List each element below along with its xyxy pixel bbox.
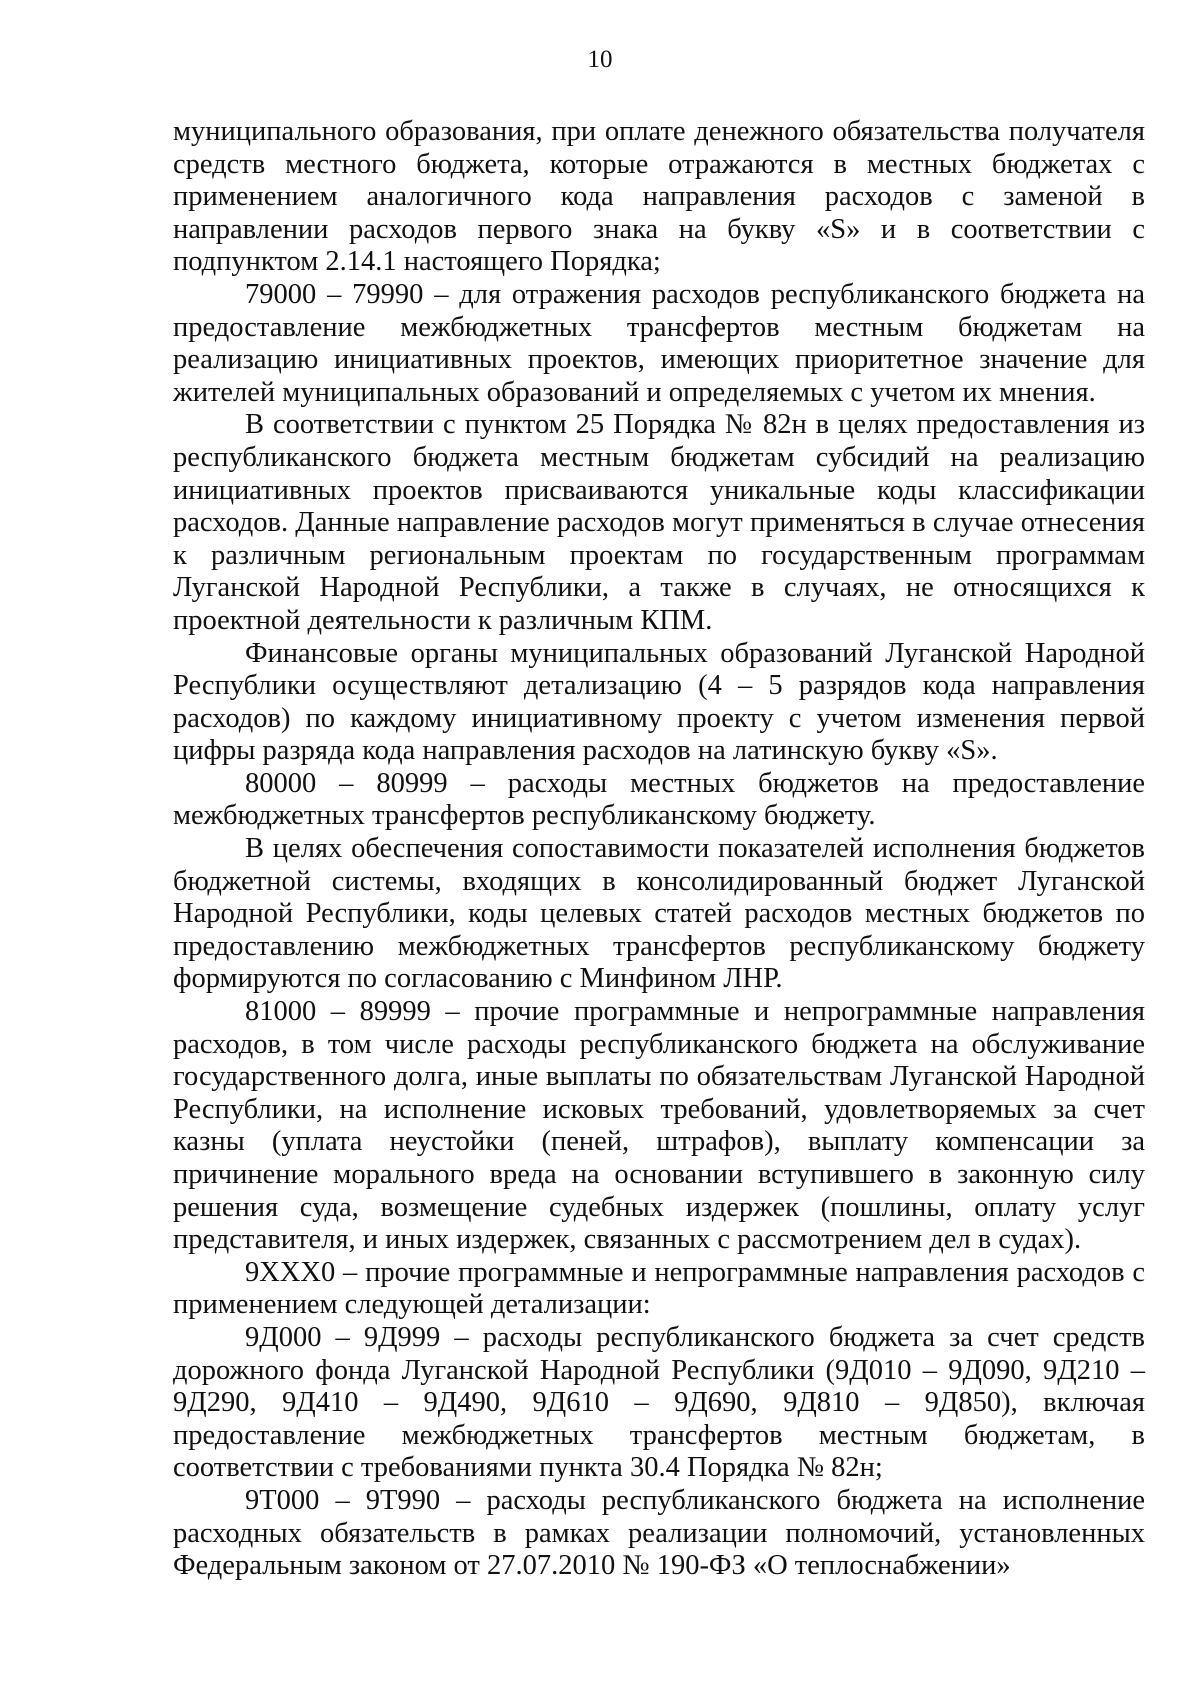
paragraph: 81000 – 89999 – прочие программные и непрограммные направления расходов, в том числе расходы республиканского бюджета на обслуживание государственного долга, иные выплаты по обязательствам Луганской Народной Республики, на исполнение исковых требований, удовлетворяемых за счет казны (уплата неустойки (пеней, штрафов), выплату компенсации за причинение морального вреда на основании вступившего в законную силу решения суда, возмещение судебных издержек (пошлины, оплату услуг представителя, и иных издержек, связанных с рассмотрением дел в судах). [173, 996, 1145, 1256]
paragraph: Финансовые органы муниципальных образований Луганской Народной Республики осуществляют детализацию (4 – 5 разрядов кода направления расходов) по каждому инициативному проекту с учетом изменения первой цифры разряда кода направления расходов на латинскую букву «S». [173, 637, 1145, 767]
paragraph: 79000 – 79990 – для отражения расходов республиканского бюджета на предоставление межбюджетных трансфертов местным бюджетам на реализацию инициативных проектов, имеющих приоритетное значение для жителей муниципальных образований и определяемых с учетом их мнения. [173, 278, 1145, 408]
page-number: 10 [587, 46, 613, 73]
document-body [173, 116, 1145, 1583]
paragraph: 80000 – 80999 – расходы местных бюджетов на предоставление межбюджетных трансфертов республиканскому бюджету. [173, 767, 1145, 832]
paragraph: 9ХХХ0 – прочие программные и непрограммные направления расходов с применением следующей детализации: [173, 1256, 1145, 1321]
paragraph: 9Т000 – 9Т990 – расходы республиканского бюджета на исполнение расходных обязательств в рамках реализации полномочий, установленных Федеральным законом от 27.07.2010 № 190-ФЗ «О теплоснабжении» [173, 1484, 1145, 1582]
paragraph: муниципального образования, при оплате денежного обязательства получателя средств местного бюджета, которые отражаются в местных бюджетах с применением аналогичного кода направления расходов с заменой в направлении расходов первого знака на букву «S» и в соответствии с подпунктом 2.14.1 настоящего Порядка; [173, 116, 1145, 278]
paragraph: В соответствии с пунктом 25 Порядка № 82н в целях предоставления из республиканского бюджета местным бюджетам субсидий на реализацию инициативных проектов присваиваются уникальные коды классификации расходов. Данные направление расходов могут применяться в случае отнесения к различным региональным проектам по государственным программам Луганской Народной Республики, а также в случаях, не относящихся к проектной деятельности к различным КПМ. [173, 409, 1145, 636]
paragraph: 9Д000 – 9Д999 – расходы республиканского бюджета за счет средств дорожного фонда Луганской Народной Республики (9Д010 – 9Д090, 9Д210 – 9Д290, 9Д410 – 9Д490, 9Д610 – 9Д690, 9Д810 – 9Д850), включая предоставление межбюджетных трансфертов местным бюджетам, в соответствии с требованиями пункта 30.4 Порядка № 82н; [173, 1321, 1145, 1484]
paragraph: В целях обеспечения сопоставимости показателей исполнения бюджетов бюджетной системы, входящих в консолидированный бюджет Луганской Народной Республики, коды целевых статей расходов местных бюджетов по предоставлению межбюджетных трансфертов республиканскому бюджету формируются по согласованию с Минфином ЛНР. [173, 833, 1145, 995]
